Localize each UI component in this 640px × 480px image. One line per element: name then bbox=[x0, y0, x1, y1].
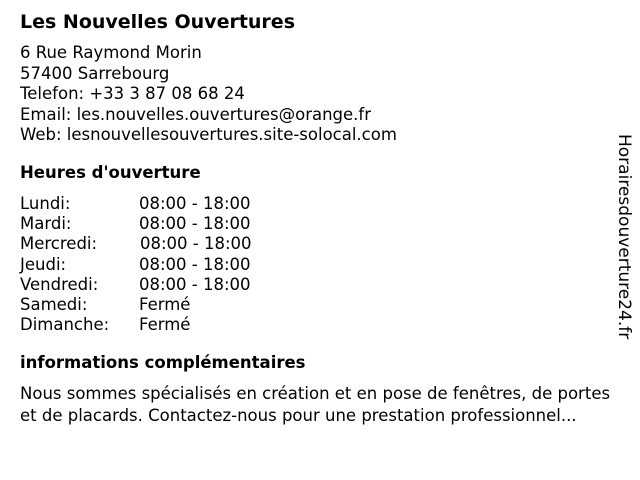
hours-time: Fermé bbox=[139, 294, 191, 314]
business-description: Nous sommes spécialisés en création et en pose de fenêtres, de portes et de placards. Contactez-nous pour une prestation professionnel... bbox=[20, 384, 611, 425]
hours-row-sunday bbox=[20, 315, 320, 335]
hours-time: 08:00 - 18:00 bbox=[140, 234, 252, 254]
hours-time: 08:00 - 18:00 bbox=[139, 214, 251, 234]
phone-number: Telefon: +33 3 87 08 68 24 bbox=[20, 84, 245, 103]
hours-day: Mercredi: bbox=[20, 234, 98, 254]
contact-block bbox=[20, 43, 397, 146]
hours-row-thursday bbox=[20, 255, 320, 275]
hours-row-friday bbox=[20, 275, 320, 295]
hours-row-saturday bbox=[20, 295, 320, 315]
opening-hours-heading: Heures d'ouverture bbox=[20, 163, 201, 182]
email-address: Email: les.nouvelles.ouvertures@orange.fr bbox=[20, 104, 372, 124]
hours-row-wednesday bbox=[20, 234, 320, 254]
additional-info-heading: informations complémentaires bbox=[20, 353, 306, 372]
hours-day: Vendredi: bbox=[20, 274, 99, 294]
website-address: Web: lesnouvellesouvertures.site-solocal.com bbox=[20, 125, 397, 144]
hours-day: Dimanche: bbox=[20, 315, 110, 335]
watermark bbox=[612, 134, 636, 344]
hours-time: 08:00 - 18:00 bbox=[139, 194, 251, 213]
street-address: 6 Rue Raymond Morin bbox=[20, 43, 202, 62]
hours-row-monday bbox=[20, 194, 320, 214]
opening-hours-table bbox=[20, 194, 320, 335]
hours-time: 08:00 - 18:00 bbox=[139, 254, 251, 274]
business-name: Les Nouvelles Ouvertures bbox=[20, 11, 295, 33]
hours-row-tuesday bbox=[20, 214, 320, 234]
watermark-text: Horairesdouverture24.fr bbox=[614, 134, 634, 340]
city-address: 57400 Sarrebourg bbox=[20, 63, 170, 83]
hours-day: Mardi: bbox=[20, 214, 72, 234]
hours-time: Fermé bbox=[139, 315, 191, 335]
hours-time: 08:00 - 18:00 bbox=[139, 274, 251, 294]
hours-day: Lundi: bbox=[20, 194, 71, 213]
hours-day: Jeudi: bbox=[20, 254, 67, 274]
hours-day: Samedi: bbox=[20, 294, 88, 314]
